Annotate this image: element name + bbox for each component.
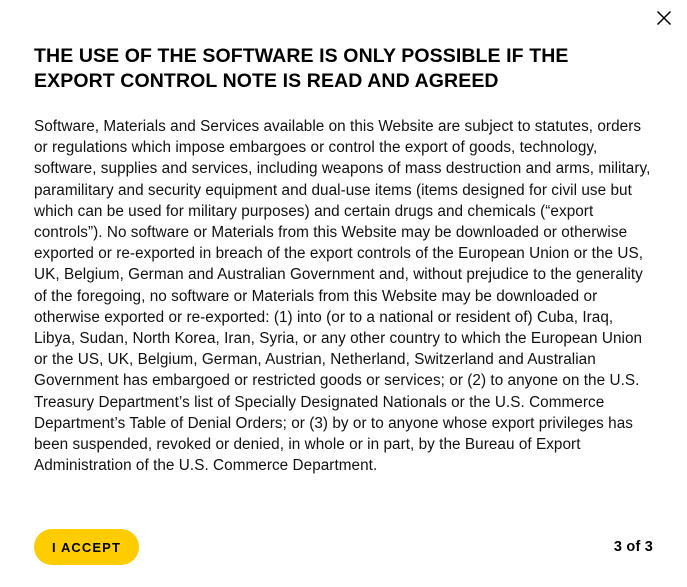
dialog-content — [34, 44, 653, 476]
bottom-fade-overlay — [0, 481, 687, 507]
close-icon-glyph — [656, 10, 672, 26]
dialog-top-bar — [0, 0, 687, 36]
page-indicator: 3 of 3 — [613, 539, 653, 555]
close-icon[interactable] — [651, 5, 677, 31]
export-control-paragraph: Software, Materials and Services available on this Website are subject to statutes, orders or regulations which impose embargoes or control the export of goods, technology, software, supplies and services, including weapons of mass destruction and arms, military, paramilitary and security equipment and dual-use items (items designed for civil use but which can be used for military purposes) and certain drugs and chemicals (“export controls”). No software or Materials from this Website may be downloaded or otherwise exported or re-exported in breach of the export controls of the European Union or the US, UK, Belgium, German and Australian Government and, without prejudice to the generality of the foregoing, no software or Materials from this Website may be downloaded or otherwise exported or re-exported: (1) into (or to a national or resident of) Cuba, Iraq, Libya, Sudan, North Korea, Iran, Syria, or any other country to which the European Union or the US, UK, Belgium, German, Austrian, Netherland, Switzerland and Australian Government has embargoed or restricted goods or services; or (2) to anyone on the U.S. Treasury Department’s list of Specially Designated Nationals or the U.S. Commerce Department’s Table of Denial Orders; or (3) by or to anyone whose export privileges has been suspended, revoked or denied, in whole or in part, by the Bureau of Export Administration of the U.S. Commerce Department. — [34, 118, 651, 475]
dialog-footer — [0, 507, 687, 587]
accept-button[interactable]: I ACCEPT — [34, 529, 139, 565]
dialog-scroll-region[interactable] — [0, 36, 687, 507]
page-title: THE USE OF THE SOFTWARE IS ONLY POSSIBLE IF THE EXPORT CONTROL NOTE IS READ AND AGREED — [34, 45, 569, 92]
dialog-body-text — [34, 116, 653, 476]
